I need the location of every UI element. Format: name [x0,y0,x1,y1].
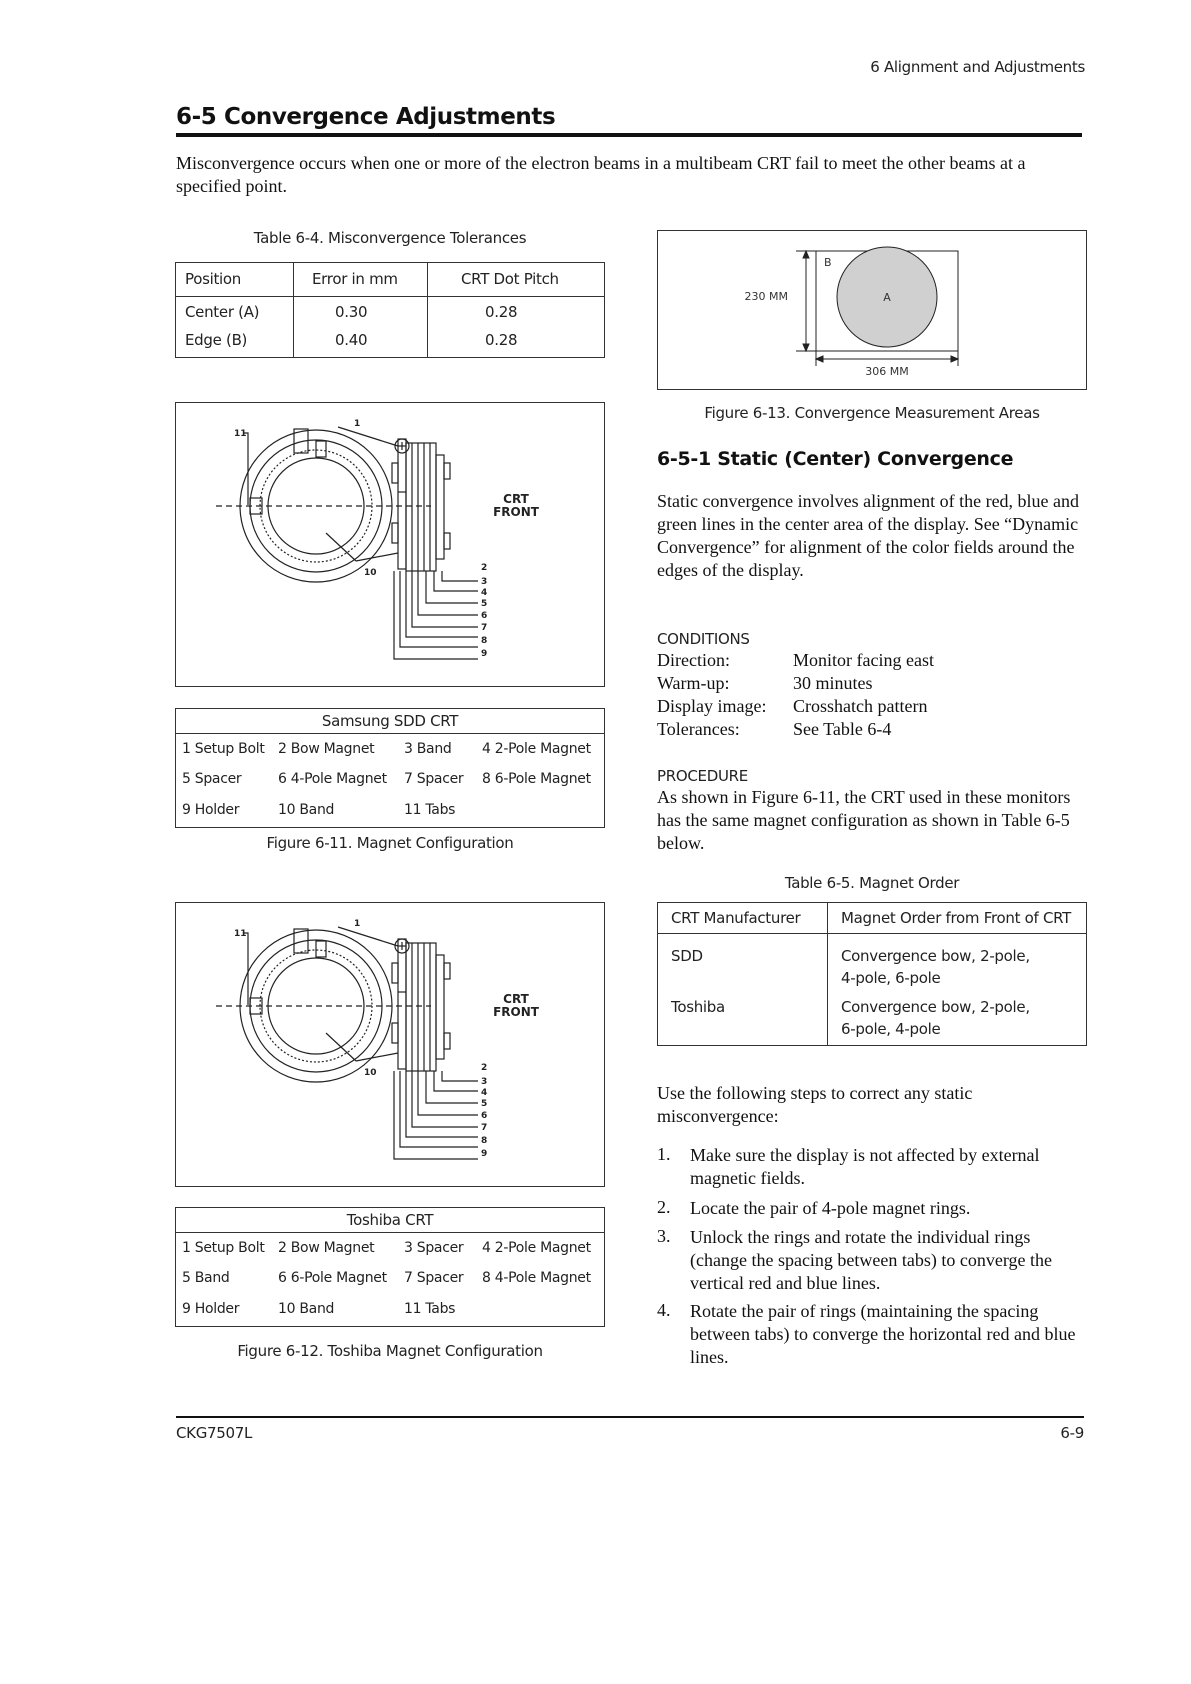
step-number: 2. [657,1197,671,1217]
table-cell: 0.28 [485,303,518,321]
legend-item: 6 4-Pole Magnet [278,771,387,787]
callout-label: 8 [481,1136,488,1146]
table-cell: Convergence bow, 2-pole, [841,947,1030,965]
table-cell: Edge (B) [185,331,248,349]
steps-intro: Use the following steps to correct any static misconvergence: [657,1083,973,1126]
callout-label: 1 [354,419,361,429]
legend-title: Toshiba CRT [176,1208,604,1233]
procedure-paragraph: As shown in Figure 6-11, the CRT used in these monitors has the same magnet configuration as shown in Table 6-5 below. [657,787,1071,853]
condition-value: Monitor facing east [793,650,934,670]
callout-label: 5 [481,1099,488,1109]
table-cell: Toshiba [671,998,725,1016]
legend-item: 11 Tabs [404,802,456,818]
magnet-diagram-svg [176,903,604,1186]
legend-item: 9 Holder [182,1301,240,1317]
step-number: 1. [657,1144,671,1164]
callout-label: 10 [364,568,377,578]
legend-item: 2 Bow Magnet [278,1240,375,1256]
callout-label: 10 [364,1068,377,1078]
legend-item: 5 Spacer [182,771,242,787]
subsection-title: 6-5-1 Static (Center) Convergence [657,448,1014,470]
height-dimension: 230 MM [744,290,788,303]
column-divider [827,903,828,1045]
figure-6-12-caption: Figure 6-12. Toshiba Magnet Configuration [237,1342,543,1360]
step-number: 4. [657,1300,671,1320]
toshiba-legend-table [175,1207,605,1327]
legend-item: 4 2-Pole Magnet [482,1240,591,1256]
legend-item: 6 6-Pole Magnet [278,1270,387,1286]
front-label: FRONT [493,505,539,519]
legend-item: 7 Spacer [404,771,464,787]
callout-label: 6 [481,1111,488,1121]
area-b-label: B [824,256,832,269]
legend-item: 8 6-Pole Magnet [482,771,591,787]
legend-item: 9 Holder [182,802,240,818]
table-cell: SDD [671,947,703,965]
conditions-heading: CONDITIONS [657,630,750,648]
procedure-heading: PROCEDURE [657,767,748,785]
static-convergence-description: Static convergence involves alignment of the red, blue and green lines in the center area of the display. See “Dynamic Convergence” for alignment of the color fields around the edges of the display. [657,491,1080,580]
samsung-legend-table [175,708,605,828]
table-cell: 0.28 [485,331,518,349]
callout-label: 3 [481,1077,488,1087]
header-cell: CRT Manufacturer [671,909,801,927]
magnet-order-table [657,902,1087,1046]
figure-6-12-diagram [175,902,605,1187]
legend-item: 10 Band [278,802,335,818]
legend-item: 11 Tabs [404,1301,456,1317]
figure-6-13-caption: Figure 6-13. Convergence Measurement Areas [704,404,1040,422]
legend-item: 3 Band [404,741,452,757]
footer-model: CKG7507L [176,1424,253,1442]
legend-item: 5 Band [182,1270,230,1286]
table-6-5-caption: Table 6-5. Magnet Order [784,874,960,892]
condition-label: Display image: [657,696,767,716]
legend-item: 2 Bow Magnet [278,741,375,757]
step-text: Unlock the rings and rotate the individual rings (change the spacing between tabs) to converge the vertical red and blue lines. [690,1227,1053,1293]
condition-value: 30 minutes [793,673,873,693]
footer-page-number: 6-9 [1060,1424,1084,1442]
callout-label: 3 [481,577,488,587]
callout-label: 8 [481,636,488,646]
column-divider [293,263,294,357]
condition-label: Direction: [657,650,730,670]
step-number: 3. [657,1226,671,1246]
callout-label: 1 [354,919,361,929]
header-cell: CRT Dot Pitch [461,270,559,288]
legend-item: 4 2-Pole Magnet [482,741,591,757]
callout-label: 4 [481,1088,488,1098]
title-rule [176,133,1082,137]
callout-label: 6 [481,611,488,621]
condition-value: Crosshatch pattern [793,696,928,716]
figure-6-11-caption: Figure 6-11. Magnet Configuration [266,834,514,852]
legend-item: 1 Setup Bolt [182,1240,265,1256]
legend-item: 3 Spacer [404,1240,464,1256]
crt-label: CRT [503,492,529,506]
table-6-4-caption: Table 6-4. Misconvergence Tolerances [253,229,527,247]
condition-value: See Table 6-4 [793,719,892,739]
table-cell: 0.30 [335,303,368,321]
footer-rule [176,1416,1084,1418]
callout-label: 9 [481,649,488,659]
header-cell: Error in mm [312,270,398,288]
table-cell: 6-pole, 4-pole [841,1020,941,1038]
table-cell: 0.40 [335,331,368,349]
header-cell: Magnet Order from Front of CRT [841,909,1072,927]
callout-label: 11 [234,429,247,439]
area-a-label: A [883,291,891,304]
table-cell: Convergence bow, 2-pole, [841,998,1030,1016]
callout-label: 7 [481,1123,488,1133]
figure-6-11-diagram [175,402,605,687]
legend-item: 1 Setup Bolt [182,741,265,757]
width-dimension: 306 MM [865,365,909,378]
callout-label: 4 [481,588,488,598]
condition-label: Tolerances: [657,719,740,739]
callout-label: 11 [234,929,247,939]
legend-item: 7 Spacer [404,1270,464,1286]
intro-paragraph: Misconvergence occurs when one or more of the electron beams in a multibeam CRT fail to meet the other beams at a specified point. [176,153,1026,196]
condition-label: Warm-up: [657,673,730,693]
crt-label: CRT [503,992,529,1006]
legend-item: 8 4-Pole Magnet [482,1270,591,1286]
callout-label: 2 [481,563,488,573]
header-cell: Position [185,270,242,288]
legend-title: Samsung SDD CRT [176,709,604,734]
step-text: Make sure the display is not affected by external magnetic fields. [690,1145,1040,1188]
callout-label: 7 [481,623,488,633]
legend-item: 10 Band [278,1301,335,1317]
column-divider [427,263,428,357]
page-title: 6-5 Convergence Adjustments [176,104,556,130]
step-text: Rotate the pair of rings (maintaining the spacing between tabs) to converge the horizontal red and blue lines. [690,1301,1076,1367]
callout-label: 2 [481,1063,488,1073]
misconvergence-table [175,262,605,358]
table-cell: 4-pole, 6-pole [841,969,941,987]
measurement-area-svg [658,231,1086,389]
running-header: 6 Alignment and Adjustments [870,58,1085,76]
step-text: Locate the pair of 4-pole magnet rings. [690,1198,971,1218]
figure-6-13-diagram [657,230,1087,390]
magnet-diagram-svg [176,403,604,686]
callout-label: 5 [481,599,488,609]
front-label: FRONT [493,1005,539,1019]
callout-label: 9 [481,1149,488,1159]
table-cell: Center (A) [185,303,260,321]
